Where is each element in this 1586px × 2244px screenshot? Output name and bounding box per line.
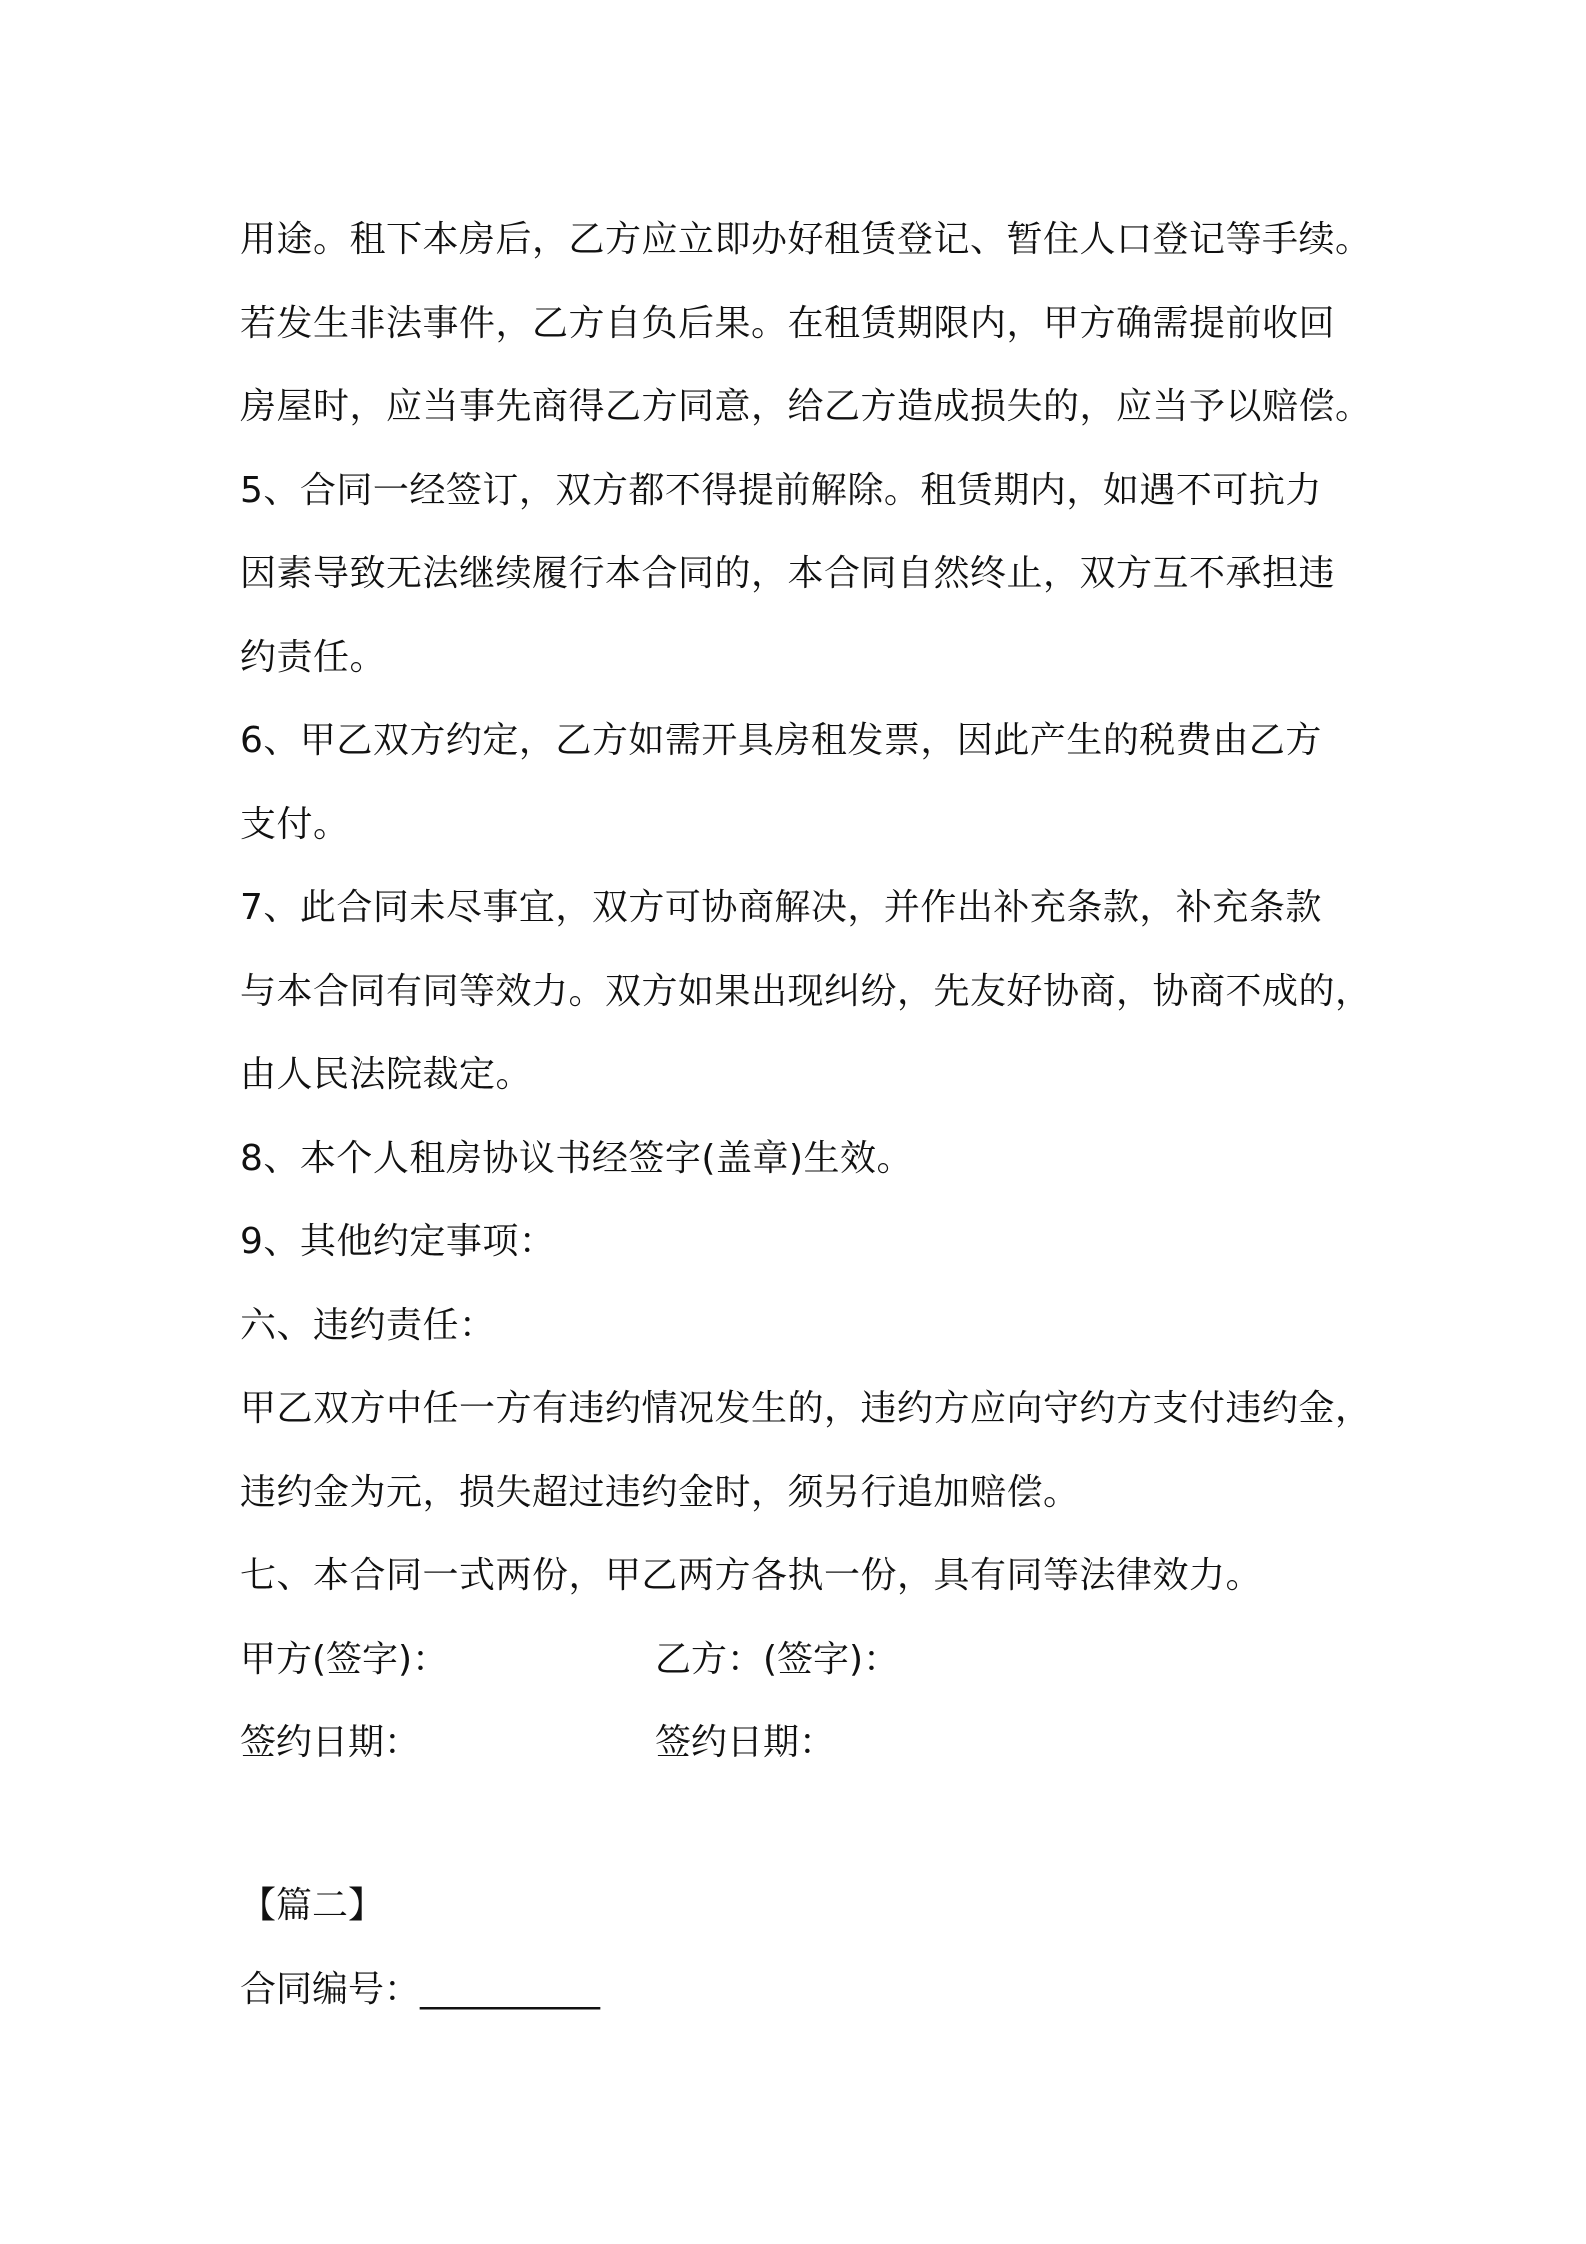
- contract-body: [240, 198, 1390, 1785]
- party-a-date-label: 签约日期：: [240, 1722, 421, 1763]
- section-breach-heading: 六、违约责任：: [240, 1304, 496, 1346]
- paragraph-line: 支付。: [240, 803, 350, 845]
- section-copies: 七、本合同一式两份，甲乙两方各执一份，具有同等法律效力。: [240, 1555, 1263, 1596]
- party-b-signature-label: 乙方：(签字)：: [655, 1638, 900, 1680]
- signature-row: [240, 1618, 1390, 1702]
- paragraph-line: 因素导致无法继续履行本合同的，本合同自然终止，双方互不承担违: [240, 553, 1336, 594]
- paragraph-line: 用途。租下本房后，乙方应立即办好租赁登记、暂住人口登记等手续。: [240, 219, 1372, 260]
- party-a-signature-label: 甲方(签字)：: [240, 1638, 449, 1680]
- paragraph-line: 违约金为元，损失超过违约金时，须另行追加赔偿。: [240, 1471, 1080, 1513]
- clause-8: 8、本个人租房协议书经签字(盖章)生效。: [240, 1137, 913, 1179]
- paragraph-line: 约责任。: [240, 636, 387, 678]
- section-two-heading: 【篇二】: [240, 1885, 385, 1926]
- party-b-date-label: 签约日期：: [655, 1722, 836, 1763]
- paragraph-line: 由人民法院裁定。: [240, 1054, 533, 1095]
- signing-date-row: [240, 1701, 1390, 1785]
- contract-number-field: 合同编号：__________: [240, 1969, 601, 2010]
- paragraph-line: 与本合同有同等效力。双方如果出现纠纷，先友好协商，协商不成的，: [240, 970, 1372, 1012]
- paragraph-line: 甲乙双方中任一方有违约情况发生的，违约方应向守约方支付违约金，: [240, 1388, 1372, 1429]
- clause-9: 9、其他约定事项：: [240, 1221, 556, 1262]
- clause-7: 7、此合同未尽事宜，双方可协商解决，并作出补充条款，补充条款: [240, 887, 1322, 928]
- clause-5: 5、合同一经签订，双方都不得提前解除。租赁期内，如遇不可抗力: [240, 469, 1322, 511]
- clause-6: 6、甲乙双方约定，乙方如需开具房租发票，因此产生的税费由乙方: [240, 720, 1322, 761]
- paragraph-line: 房屋时，应当事先商得乙方同意，给乙方造成损失的，应当予以赔偿。: [240, 386, 1372, 427]
- paragraph-line: 若发生非法事件，乙方自负后果。在租赁期限内，甲方确需提前收回: [240, 302, 1336, 344]
